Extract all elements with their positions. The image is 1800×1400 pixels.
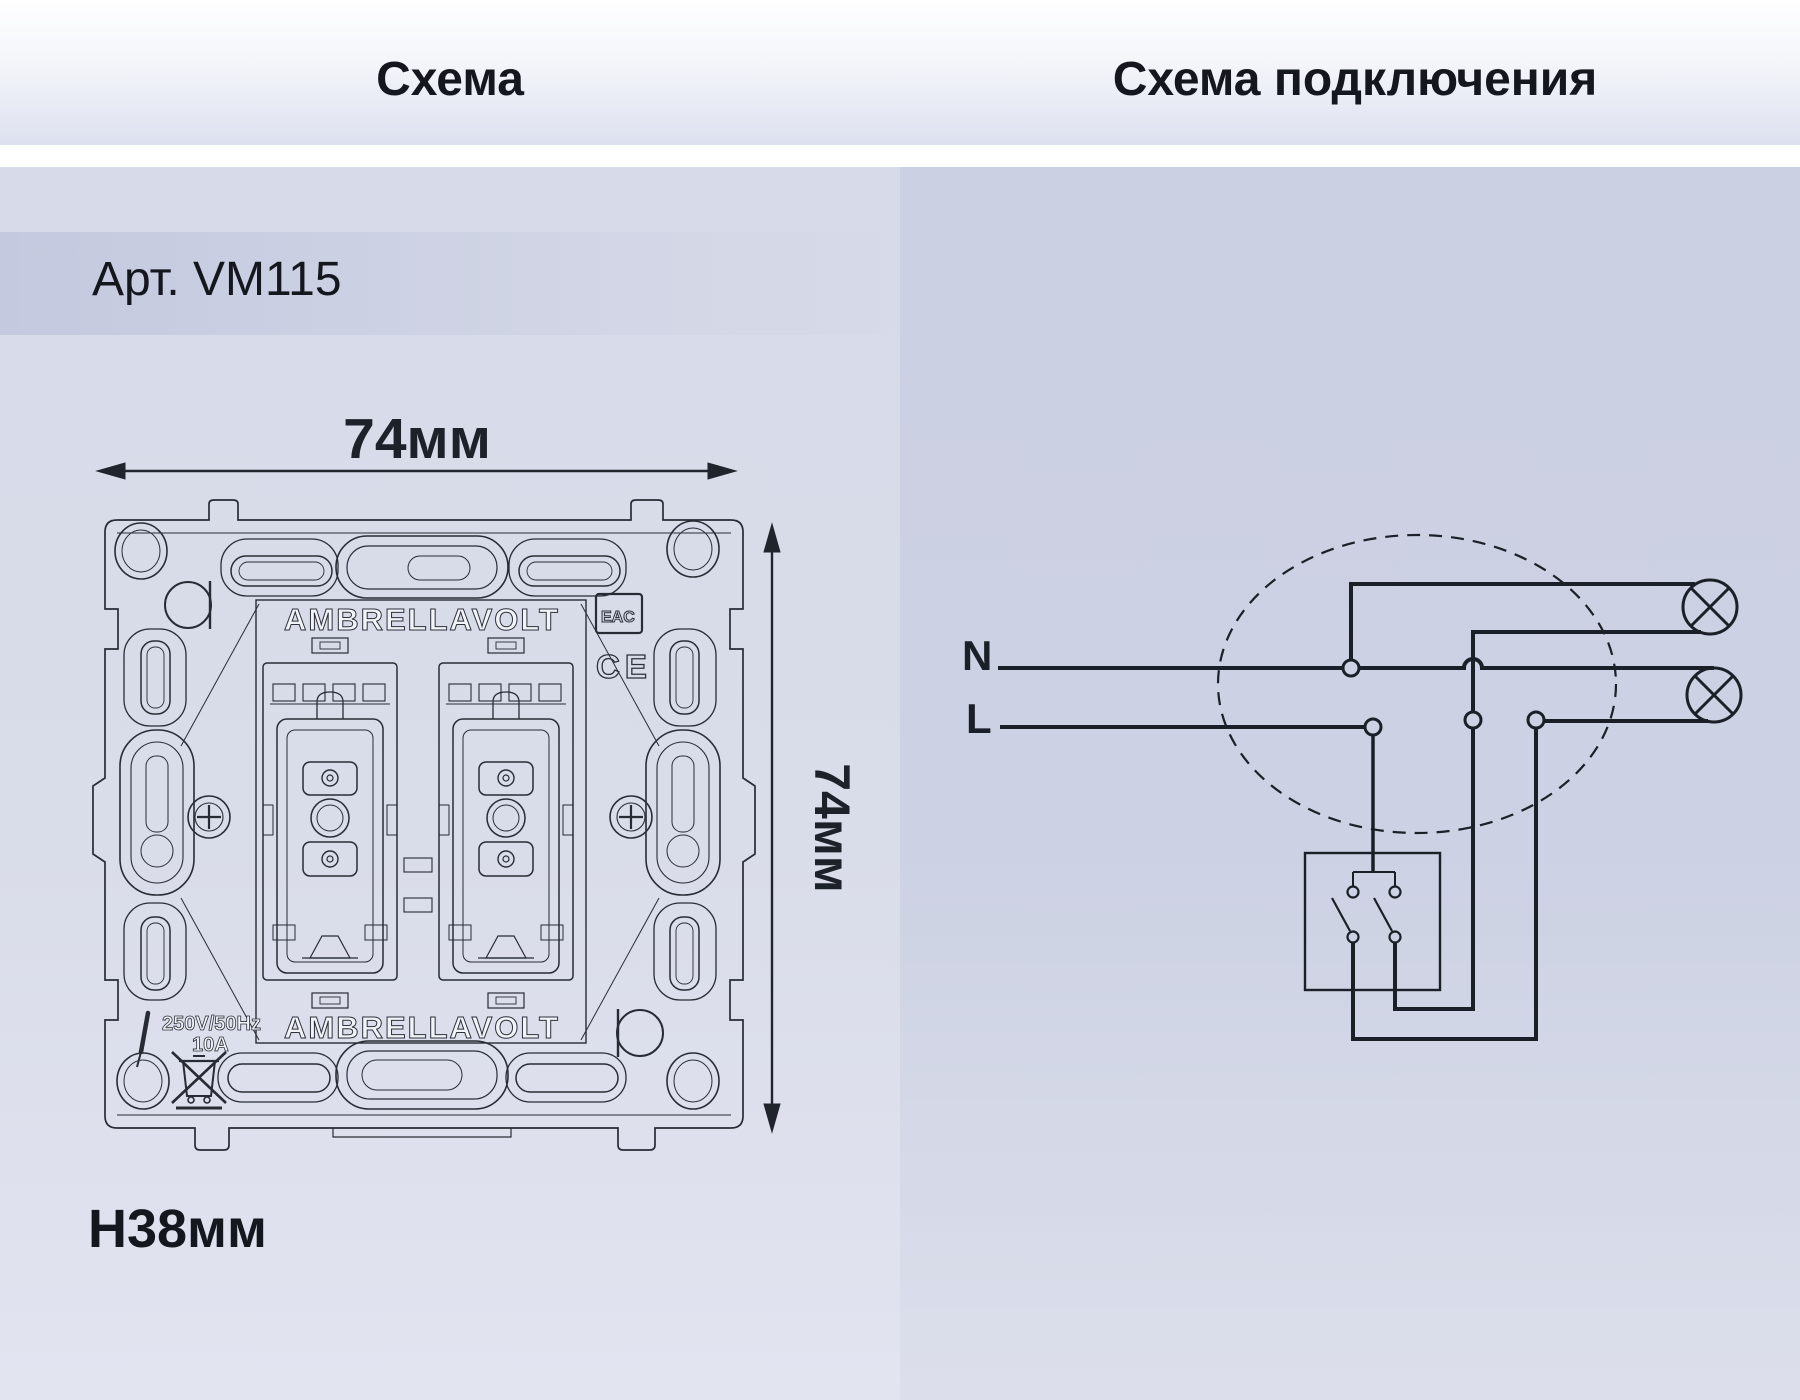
- junction-box-boundary: [1218, 535, 1616, 833]
- junction-nodes: [1343, 660, 1544, 735]
- brand-bottom-label: AMBRELLAVOLT: [284, 1010, 560, 1045]
- junction-node: [1465, 712, 1481, 728]
- wires: [998, 584, 1714, 1039]
- article-label: Арт. VM115: [92, 253, 342, 306]
- current-rating-label: 10A: [192, 1034, 229, 1056]
- scheme-title: Схема: [376, 53, 524, 106]
- neutral-label: N: [962, 632, 993, 679]
- junction-node: [1365, 719, 1381, 735]
- voltage-rating-label: 250V/50Hz: [162, 1013, 261, 1035]
- lamp-icon-2: [1687, 668, 1741, 722]
- brand-top-label: AMBRELLAVOLT: [284, 602, 560, 637]
- junction-node: [1343, 660, 1359, 676]
- line-label: L: [966, 695, 992, 742]
- height-dimension-label: 74мм: [804, 763, 860, 893]
- ce-mark: CE: [596, 648, 652, 685]
- width-dimension-label: 74мм: [343, 407, 491, 471]
- wiring-title: Схема подключения: [1112, 53, 1598, 106]
- eac-text: EAC: [601, 609, 635, 626]
- switch-box: [1305, 853, 1440, 990]
- depth-label: H38мм: [88, 1199, 267, 1259]
- lamp-icon: [1683, 580, 1737, 634]
- junction-node: [1528, 712, 1544, 728]
